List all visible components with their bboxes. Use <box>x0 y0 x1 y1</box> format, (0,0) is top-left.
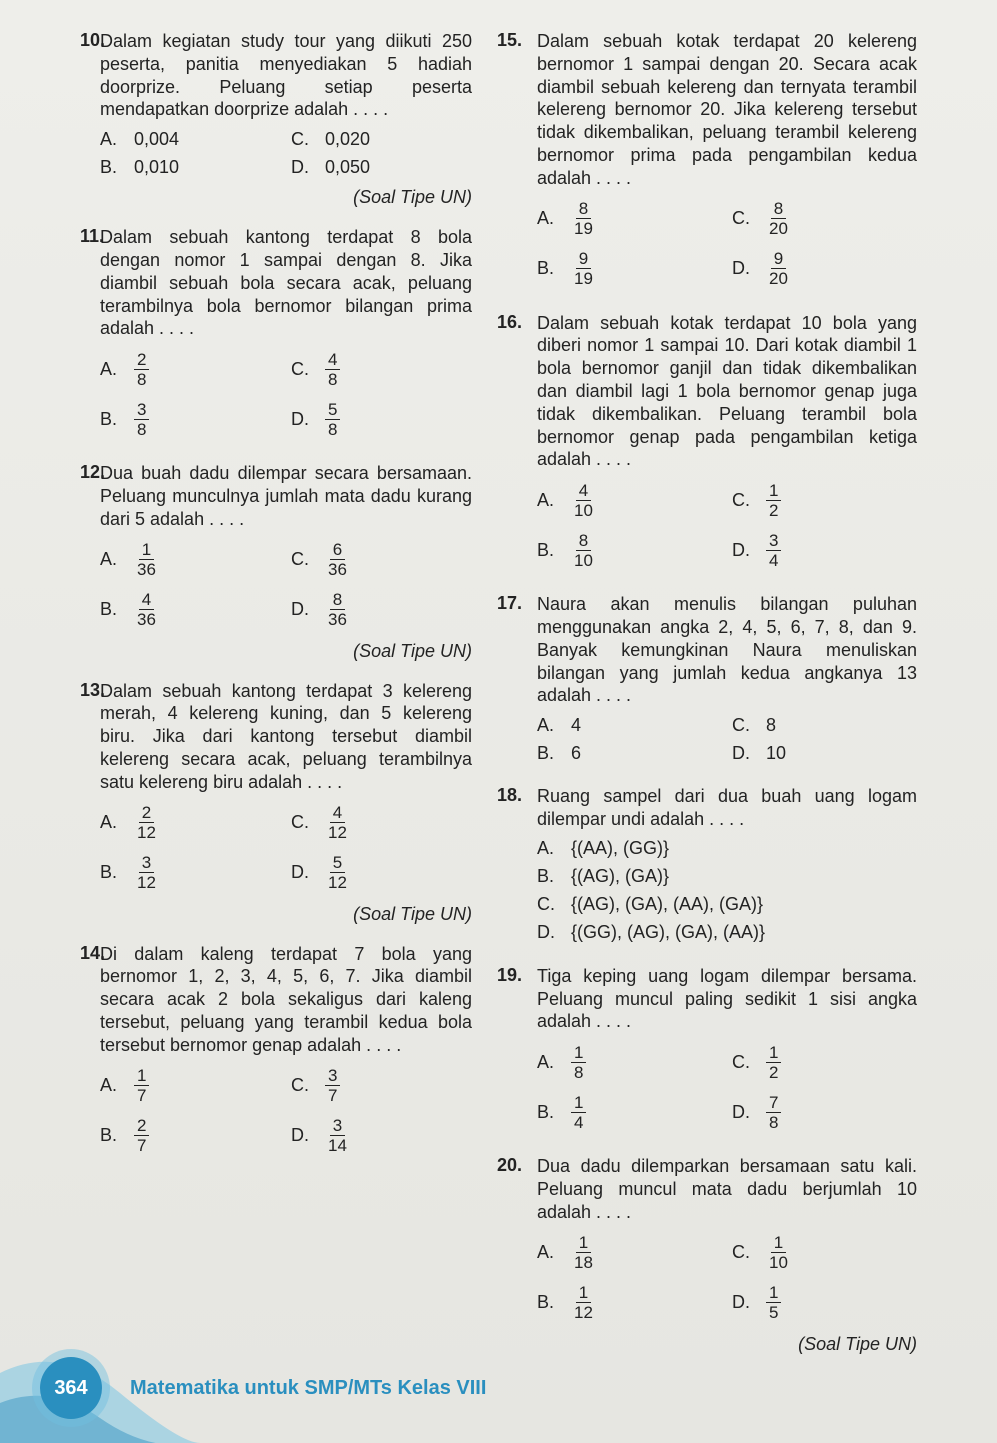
book-title: Matematika untuk SMP/MTs Kelas VIII <box>130 1376 487 1399</box>
question-text: Dalam sebuah kotak terdapat 10 bola yang diberi nomor 1 sampai 10. Dari kotak diambil 1 bola bernomor ganjil dan tidak dikembalikan dan diambil lagi 1 bola bernomor genap juga tidak dikembalikan. Peluang terambil bola bernomor genap pada pengambilan ketiga adalah . . . . <box>537 312 917 470</box>
fraction-numerator: 1 <box>139 540 154 560</box>
answer-options <box>537 1228 917 1328</box>
right-column <box>497 30 917 1373</box>
fraction-denominator: 36 <box>328 560 347 580</box>
fraction-denominator: 12 <box>328 823 347 843</box>
fraction-numerator: 7 <box>766 1093 781 1113</box>
question-number: 15. <box>497 30 523 50</box>
fraction-numerator: 1 <box>576 1233 591 1253</box>
fraction-denominator: 36 <box>137 610 156 630</box>
question-body <box>100 943 472 1161</box>
question-20 <box>497 1155 917 1354</box>
option-letter: A. <box>100 1075 118 1096</box>
option-fraction <box>571 1043 586 1082</box>
question-body <box>100 226 472 444</box>
option-value: {(AA), (GG)} <box>571 838 670 859</box>
fraction-numerator: 3 <box>325 1066 340 1086</box>
option-fraction <box>134 350 149 389</box>
option-fraction <box>766 1233 791 1272</box>
fraction-denominator: 7 <box>137 1086 147 1106</box>
answer-option <box>537 1281 722 1325</box>
question-19 <box>497 965 917 1137</box>
option-letter: A. <box>537 1242 555 1263</box>
answer-option <box>100 588 281 632</box>
option-letter: D. <box>291 862 309 883</box>
question-source: (Soal Tipe UN) <box>353 640 472 661</box>
option-value: {(AG), (GA)} <box>571 866 670 887</box>
answer-option <box>537 893 917 917</box>
answer-options <box>537 1037 917 1137</box>
option-letter: A. <box>100 128 118 149</box>
fraction-denominator: 4 <box>574 1112 584 1132</box>
option-letter: A. <box>537 714 555 735</box>
fraction-denominator: 12 <box>137 873 156 893</box>
question-number: 17. <box>497 593 523 614</box>
answer-options <box>100 798 472 898</box>
option-fraction <box>325 540 350 579</box>
fraction-numerator: 2 <box>134 1116 149 1136</box>
option-letter: D. <box>732 1101 750 1122</box>
fraction-denominator: 19 <box>574 269 593 289</box>
option-fraction <box>766 1093 781 1132</box>
fraction-denominator: 2 <box>769 1062 779 1082</box>
question-number: 11. <box>80 226 105 247</box>
question-source: (Soal Tipe UN) <box>353 187 472 208</box>
question-body <box>537 30 917 294</box>
option-letter: B. <box>537 1101 555 1122</box>
option-letter: B. <box>537 742 555 763</box>
option-fraction <box>134 803 159 842</box>
option-letter: B. <box>537 258 555 279</box>
option-fraction <box>571 481 596 520</box>
question-text: Tiga keping uang logam dilempar bersama. Peluang muncul paling sedikit 1 sisi angka adalah . . . . <box>537 965 917 1032</box>
question-text: Dalam sebuah kotak terdapat 20 kelereng bernomor 1 sampai dengan 20. Secara acak diambil sebuah kelereng dan ternyata terambil kelereng bernomor 20. Jika kelereng tersebut tidak dikembalikan, peluang terambil kelereng bernomor prima pada pengambilan kedua adalah . . . . <box>537 31 917 188</box>
fraction-numerator: 1 <box>766 481 781 501</box>
question-number: 16. <box>497 311 523 332</box>
question-text: Naura akan menulis bilangan puluhan menggunakan angka 2, 4, 5, 6, 7, 8, dan 9. Banyak kemungkinan Naura menuliskan bilangan yang jumlah kedua angkanya 13 adalah . . . . <box>537 594 917 706</box>
option-value: 6 <box>571 742 582 763</box>
fraction-denominator: 20 <box>769 269 788 289</box>
fraction-numerator: 8 <box>771 199 786 219</box>
fraction-numerator: 5 <box>330 853 345 873</box>
answer-option <box>732 1040 917 1084</box>
option-fraction <box>571 199 596 238</box>
question-text: Di dalam kaleng terdapat 7 bola yang bernomor 1, 2, 3, 4, 5, 6, 7. Jika diambil secara acak 2 bola sekaligus dari kaleng tersebut, peluang yang terambil kedua bola tersebut bernomor genap adalah . . . . <box>100 943 472 1055</box>
option-value: 0,050 <box>325 156 371 177</box>
question-body <box>100 462 472 661</box>
option-fraction <box>325 590 350 629</box>
question-text: Ruang sampel dari dua buah uang logam dilempar undi adalah . . . . <box>537 786 917 829</box>
fraction-numerator: 9 <box>771 249 786 269</box>
option-letter: B. <box>100 599 118 620</box>
option-letter: C. <box>537 894 555 915</box>
option-fraction <box>571 531 596 570</box>
option-fraction <box>766 1283 781 1322</box>
option-value: 4 <box>571 714 582 735</box>
fraction-denominator: 12 <box>137 823 156 843</box>
option-letter: A. <box>537 1051 555 1072</box>
option-letter: B. <box>100 156 118 177</box>
fraction-numerator: 6 <box>330 540 345 560</box>
option-value: 0,010 <box>134 156 180 177</box>
answer-option <box>732 478 917 522</box>
fraction-denominator: 20 <box>769 219 788 239</box>
option-value: 8 <box>766 714 777 735</box>
fraction-numerator: 1 <box>576 1283 591 1303</box>
option-fraction <box>766 249 791 288</box>
answer-option <box>537 921 917 945</box>
fraction-denominator: 8 <box>769 1112 779 1132</box>
answer-option <box>537 713 722 737</box>
answer-option <box>732 1090 917 1134</box>
fraction-numerator: 4 <box>330 803 345 823</box>
question-source: (Soal Tipe UN) <box>353 903 472 924</box>
answer-option <box>537 478 722 522</box>
question-body <box>537 1155 917 1354</box>
fraction-denominator: 12 <box>328 873 347 893</box>
option-fraction <box>571 249 596 288</box>
question-17 <box>497 593 917 767</box>
fraction-numerator: 4 <box>576 481 591 501</box>
fraction-numerator: 8 <box>576 531 591 551</box>
answer-option <box>291 397 472 441</box>
question-source: (Soal Tipe UN) <box>798 1333 917 1354</box>
answer-option <box>291 347 472 391</box>
answer-option <box>537 197 722 241</box>
answer-option <box>291 1064 472 1108</box>
question-15 <box>497 30 917 294</box>
answer-option <box>291 801 472 845</box>
option-fraction <box>571 1283 596 1322</box>
answer-option <box>100 1114 281 1158</box>
page-footer <box>40 1357 486 1419</box>
option-letter: D. <box>291 408 309 429</box>
fraction-denominator: 10 <box>769 1253 788 1273</box>
option-fraction <box>571 1233 596 1272</box>
option-letter: D. <box>291 599 309 620</box>
option-value: {(GG), (AG), (GA), (AA)} <box>571 922 766 943</box>
option-fraction <box>766 199 791 238</box>
answer-option <box>100 851 281 895</box>
answer-option <box>100 538 281 582</box>
option-value: {(AG), (GA), (AA), (GA)} <box>571 894 764 915</box>
option-letter: A. <box>537 838 555 859</box>
fraction-numerator: 2 <box>134 350 149 370</box>
question-18 <box>497 785 917 947</box>
answer-options <box>537 711 917 767</box>
fraction-denominator: 14 <box>328 1136 347 1156</box>
fraction-denominator: 8 <box>574 1062 584 1082</box>
option-value: 10 <box>766 742 787 763</box>
option-fraction <box>325 400 340 439</box>
option-letter: C. <box>291 358 309 379</box>
question-number: 10. <box>80 30 106 50</box>
fraction-denominator: 8 <box>328 369 338 389</box>
page-number: 364 <box>40 1357 102 1419</box>
answer-option <box>537 528 722 572</box>
option-letter: C. <box>732 1051 750 1072</box>
option-fraction <box>134 853 159 892</box>
fraction-numerator: 1 <box>766 1283 781 1303</box>
question-body <box>100 680 472 925</box>
option-letter: C. <box>291 549 309 570</box>
option-fraction <box>325 350 340 389</box>
question-number: 14. <box>80 942 106 963</box>
fraction-denominator: 7 <box>328 1086 338 1106</box>
option-letter: C. <box>291 812 309 833</box>
question-body <box>537 785 917 947</box>
fraction-denominator: 8 <box>328 419 338 439</box>
option-letter: C. <box>291 1075 309 1096</box>
option-letter: D. <box>537 922 555 943</box>
answer-option <box>732 528 917 572</box>
fraction-numerator: 1 <box>571 1043 586 1063</box>
option-letter: A. <box>100 358 118 379</box>
option-letter: B. <box>100 1125 118 1146</box>
question-text: Dalam sebuah kantong terdapat 8 bola dengan nomor 1 sampai dengan 8. Jika diambil sebuah bola secara acak, peluang terambilnya bola bernomor bilangan prima adalah . . . . <box>100 227 472 339</box>
option-fraction <box>134 1116 149 1155</box>
answer-option <box>732 197 917 241</box>
question-body <box>100 30 472 208</box>
option-fraction <box>766 531 781 570</box>
answer-options <box>537 835 917 947</box>
question-body <box>537 312 917 576</box>
option-fraction <box>571 1093 586 1132</box>
question-11 <box>80 226 472 444</box>
option-letter: A. <box>537 489 555 510</box>
fraction-numerator: 3 <box>766 531 781 551</box>
answer-option <box>732 1231 917 1275</box>
option-letter: D. <box>732 1292 750 1313</box>
fraction-denominator: 10 <box>574 500 593 520</box>
fraction-denominator: 10 <box>574 550 593 570</box>
answer-option <box>291 538 472 582</box>
question-text: Dua buah dadu dilempar secara bersamaan. Peluang munculnya jumlah mata dadu kurang dari 5 adalah . . . . <box>100 463 472 529</box>
left-column <box>80 30 472 1179</box>
fraction-numerator: 9 <box>576 249 591 269</box>
fraction-numerator: 1 <box>766 1043 781 1063</box>
option-fraction <box>325 1066 340 1105</box>
answer-options <box>100 1061 472 1161</box>
answer-option <box>732 741 917 765</box>
answer-option <box>291 127 472 151</box>
answer-option <box>732 247 917 291</box>
fraction-denominator: 36 <box>328 610 347 630</box>
option-fraction <box>134 540 159 579</box>
option-fraction <box>325 853 350 892</box>
fraction-denominator: 8 <box>137 369 147 389</box>
answer-option <box>537 865 917 889</box>
question-16 <box>497 312 917 576</box>
fraction-denominator: 8 <box>137 419 147 439</box>
option-letter: C. <box>732 489 750 510</box>
fraction-numerator: 4 <box>139 590 154 610</box>
answer-option <box>537 1231 722 1275</box>
answer-option <box>291 588 472 632</box>
question-12 <box>80 462 472 661</box>
answer-option <box>291 1114 472 1158</box>
option-fraction <box>766 1043 781 1082</box>
answer-option <box>291 155 472 179</box>
answer-option <box>732 713 917 737</box>
option-letter: C. <box>732 208 750 229</box>
answer-option <box>100 1064 281 1108</box>
question-number: 18. <box>497 785 523 806</box>
question-number: 20. <box>497 1155 523 1176</box>
option-value: 0,020 <box>325 128 371 149</box>
fraction-denominator: 7 <box>137 1136 147 1156</box>
question-number: 19. <box>497 964 523 985</box>
answer-options <box>537 475 917 575</box>
question-10 <box>80 30 472 208</box>
fraction-numerator: 8 <box>330 590 345 610</box>
option-letter: B. <box>100 862 118 883</box>
option-letter: B. <box>537 866 555 887</box>
answer-option <box>100 801 281 845</box>
question-number: 13. <box>80 679 106 700</box>
option-fraction <box>325 803 350 842</box>
question-text: Dalam sebuah kantong terdapat 3 kelereng merah, 4 kelereng kuning, dan 5 kelereng biru. Jika dari kantong tersebut diambil kelereng secara acak, peluang terambilnya satu kelereng biru adalah . . . . <box>100 680 472 792</box>
option-letter: D. <box>291 1125 309 1146</box>
option-letter: B. <box>100 408 118 429</box>
option-fraction <box>134 400 149 439</box>
answer-option <box>537 741 722 765</box>
fraction-numerator: 1 <box>134 1066 149 1086</box>
answer-option <box>537 1040 722 1084</box>
answer-option <box>100 347 281 391</box>
answer-option <box>537 1090 722 1134</box>
question-body <box>537 593 917 767</box>
answer-option <box>537 837 917 861</box>
answer-option <box>291 851 472 895</box>
fraction-numerator: 5 <box>325 400 340 420</box>
answer-options <box>100 125 472 181</box>
answer-option <box>100 127 281 151</box>
answer-option <box>732 1281 917 1325</box>
option-fraction <box>134 1066 149 1105</box>
fraction-denominator: 36 <box>137 560 156 580</box>
option-value: 0,004 <box>134 128 180 149</box>
option-fraction <box>766 481 781 520</box>
option-letter: A. <box>100 549 118 570</box>
fraction-numerator: 1 <box>571 1093 586 1113</box>
fraction-numerator: 3 <box>134 400 149 420</box>
answer-options <box>100 535 472 635</box>
answer-option <box>100 397 281 441</box>
option-letter: C. <box>732 1242 750 1263</box>
fraction-numerator: 8 <box>576 199 591 219</box>
fraction-denominator: 4 <box>769 550 779 570</box>
option-letter: D. <box>732 742 750 763</box>
option-letter: A. <box>537 208 555 229</box>
option-letter: D. <box>732 258 750 279</box>
question-text: Dua dadu dilemparkan bersamaan satu kali. Peluang muncul mata dadu berjumlah 10 adalah . . . . <box>537 1156 917 1222</box>
question-number: 12. <box>80 462 106 483</box>
question-14 <box>80 942 472 1161</box>
option-letter: D. <box>291 156 309 177</box>
option-fraction <box>134 590 159 629</box>
fraction-denominator: 12 <box>574 1303 593 1323</box>
fraction-numerator: 3 <box>330 1116 345 1136</box>
fraction-numerator: 4 <box>325 350 340 370</box>
option-letter: A. <box>100 812 118 833</box>
fraction-denominator: 5 <box>769 1303 779 1323</box>
option-letter: C. <box>291 128 309 149</box>
option-letter: B. <box>537 1292 555 1313</box>
fraction-numerator: 2 <box>139 803 154 823</box>
option-letter: C. <box>732 714 750 735</box>
question-body <box>537 965 917 1137</box>
fraction-denominator: 18 <box>574 1253 593 1273</box>
fraction-denominator: 2 <box>769 500 779 520</box>
question-text: Dalam kegiatan study tour yang diikuti 250 peserta, panitia menyediakan 5 hadiah doorprize. Peluang setiap peserta mendapatkan doorprize adalah . . . . <box>100 31 472 120</box>
fraction-numerator: 3 <box>139 853 154 873</box>
answer-option <box>100 155 281 179</box>
answer-options <box>100 344 472 444</box>
fraction-numerator: 1 <box>771 1233 786 1253</box>
option-fraction <box>325 1116 350 1155</box>
option-letter: D. <box>732 539 750 560</box>
answer-option <box>537 247 722 291</box>
option-letter: B. <box>537 539 555 560</box>
question-13 <box>80 679 472 925</box>
answer-options <box>537 194 917 294</box>
fraction-denominator: 19 <box>574 219 593 239</box>
